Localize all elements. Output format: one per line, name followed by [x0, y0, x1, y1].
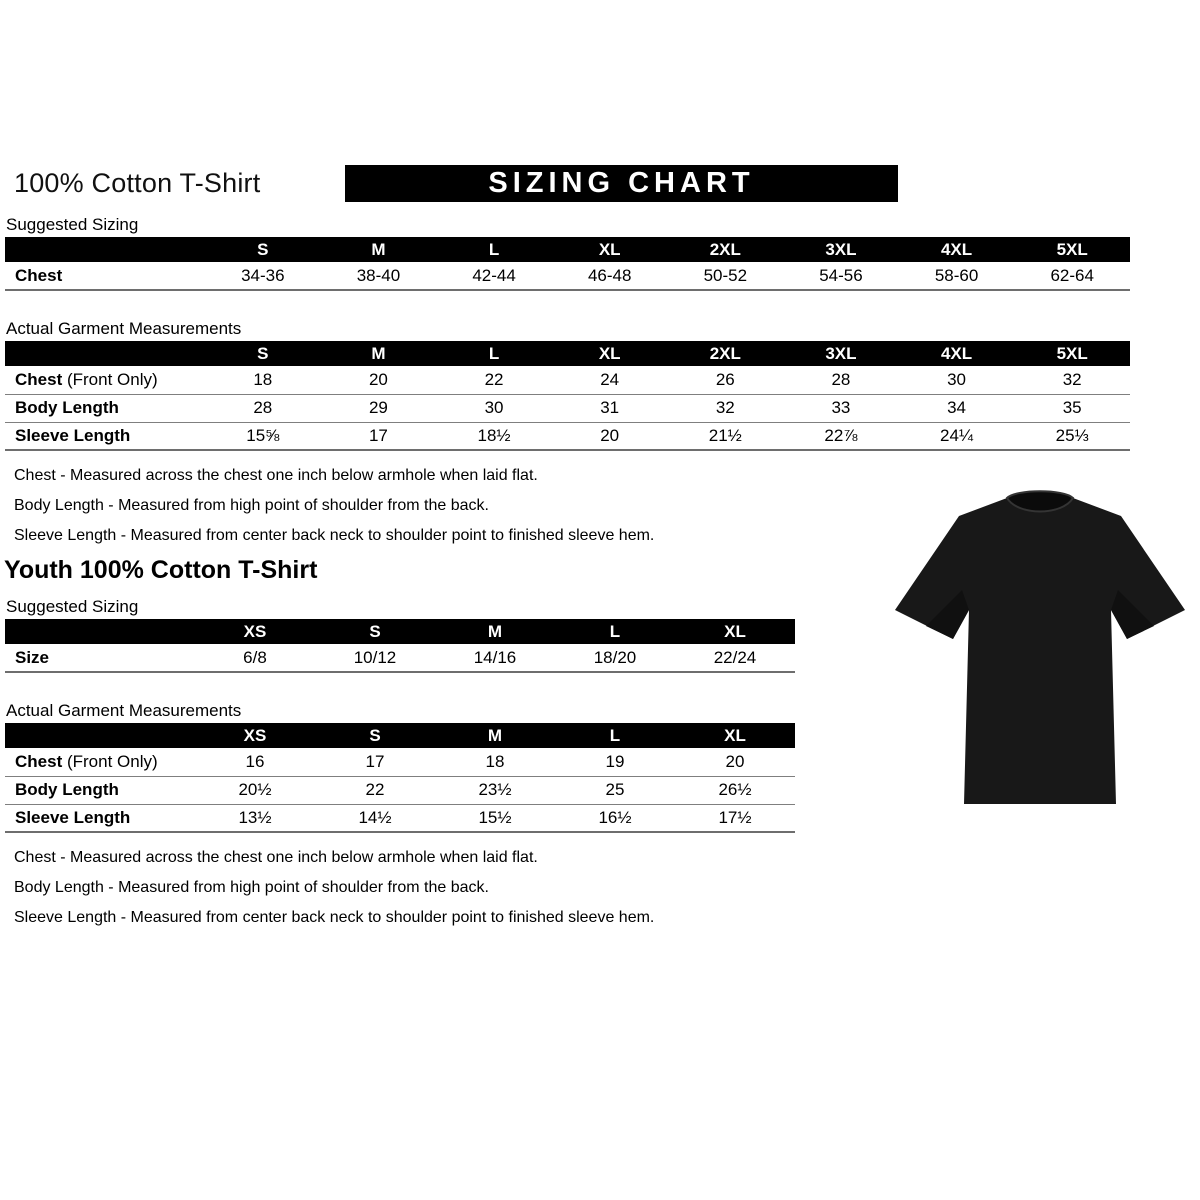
measurement-value: 58-60	[899, 262, 1015, 290]
adult-suggested-sizing-table	[5, 237, 1130, 291]
size-header-row	[5, 619, 795, 644]
measurement-value: 16	[195, 748, 315, 776]
measurement-value: 20½	[195, 776, 315, 804]
measurement-value: 38-40	[321, 262, 437, 290]
measurement-value: 32	[1014, 366, 1130, 394]
youth-suggested-sizing-label: Suggested Sizing	[6, 597, 139, 616]
row-label: Size	[5, 644, 195, 672]
size-column-header: M	[435, 723, 555, 748]
size-column-header: XL	[675, 723, 795, 748]
measurement-row	[5, 366, 1130, 394]
size-column-header: 3XL	[783, 237, 899, 262]
measurement-value: 15½	[435, 804, 555, 832]
measurement-value: 22⅞	[783, 422, 899, 450]
measurement-value: 17	[315, 748, 435, 776]
measurement-value: 28	[205, 394, 321, 422]
measurement-value: 24	[552, 366, 668, 394]
measurement-value: 30	[436, 394, 552, 422]
sizing-chart-banner: SIZING CHART	[345, 165, 898, 202]
measurement-value: 54-56	[783, 262, 899, 290]
row-label: Chest (Front Only)	[5, 748, 195, 776]
youth-actual-measurements-table	[5, 723, 795, 833]
measurement-row	[5, 422, 1130, 450]
measurement-value: 26	[668, 366, 784, 394]
measurement-value: 26½	[675, 776, 795, 804]
row-label: Chest (Front Only)	[5, 366, 205, 394]
size-column-header: 3XL	[783, 341, 899, 366]
measurement-row	[5, 804, 795, 832]
adult-actual-measurements-table	[5, 341, 1130, 451]
size-header-row	[5, 237, 1130, 262]
size-column-header: 5XL	[1014, 237, 1130, 262]
note-body-length: Body Length - Measured from high point of shoulder from the back.	[14, 497, 489, 514]
size-column-header: XL	[552, 341, 668, 366]
size-column-header: 4XL	[899, 341, 1015, 366]
youth-suggested-sizing-table	[5, 619, 795, 673]
measurement-value: 20	[321, 366, 437, 394]
measurement-value: 46-48	[552, 262, 668, 290]
size-column-header: L	[555, 723, 675, 748]
header-corner-cell	[5, 237, 205, 262]
measurement-row	[5, 644, 795, 672]
header	[14, 163, 1200, 203]
measurement-value: 13½	[195, 804, 315, 832]
size-column-header: 2XL	[668, 341, 784, 366]
size-column-header: S	[315, 619, 435, 644]
size-column-header: S	[205, 237, 321, 262]
measurement-value: 42-44	[436, 262, 552, 290]
measurement-value: 16½	[555, 804, 675, 832]
row-label: Chest	[5, 262, 205, 290]
measurement-value: 18	[205, 366, 321, 394]
size-column-header: XL	[552, 237, 668, 262]
tshirt-body	[895, 498, 1185, 804]
measurement-value: 35	[1014, 394, 1130, 422]
measurement-value: 30	[899, 366, 1015, 394]
note-sleeve-length: Sleeve Length - Measured from center back neck to shoulder point to finished sleeve hem.	[14, 527, 655, 544]
row-label: Body Length	[5, 776, 195, 804]
size-column-header: L	[555, 619, 675, 644]
measurement-value: 17	[321, 422, 437, 450]
measurement-value: 24¼	[899, 422, 1015, 450]
measurement-value: 25	[555, 776, 675, 804]
size-column-header: 4XL	[899, 237, 1015, 262]
adult-suggested-sizing-label: Suggested Sizing	[6, 215, 139, 234]
measurement-value: 22	[436, 366, 552, 394]
header-corner-cell	[5, 723, 195, 748]
measurement-value: 6/8	[195, 644, 315, 672]
measurement-value: 18½	[436, 422, 552, 450]
size-header-row	[5, 341, 1130, 366]
measurement-value: 18/20	[555, 644, 675, 672]
header-corner-cell	[5, 341, 205, 366]
measurement-value: 18	[435, 748, 555, 776]
youth-measurement-notes	[14, 848, 1200, 928]
size-column-header: M	[435, 619, 555, 644]
measurement-value: 23½	[435, 776, 555, 804]
measurement-value: 10/12	[315, 644, 435, 672]
size-column-header: 2XL	[668, 237, 784, 262]
measurement-value: 31	[552, 394, 668, 422]
measurement-value: 20	[552, 422, 668, 450]
measurement-value: 14/16	[435, 644, 555, 672]
adult-actual-measurements-label: Actual Garment Measurements	[6, 319, 242, 338]
measurement-row	[5, 394, 1130, 422]
measurement-value: 34	[899, 394, 1015, 422]
page-title: 100% Cotton T-Shirt	[14, 167, 261, 198]
note-sleeve-length: Sleeve Length - Measured from center back neck to shoulder point to finished sleeve hem.	[14, 909, 655, 926]
measurement-value: 19	[555, 748, 675, 776]
size-column-header: XS	[195, 619, 315, 644]
measurement-row	[5, 262, 1130, 290]
size-column-header: XL	[675, 619, 795, 644]
size-column-header: XS	[195, 723, 315, 748]
header-corner-cell	[5, 619, 195, 644]
tshirt-graphic	[890, 472, 1190, 817]
measurement-value: 32	[668, 394, 784, 422]
measurement-value: 50-52	[668, 262, 784, 290]
measurement-value: 25⅓	[1014, 422, 1130, 450]
measurement-value: 15⅝	[205, 422, 321, 450]
measurement-value: 14½	[315, 804, 435, 832]
youth-actual-measurements-label: Actual Garment Measurements	[6, 701, 242, 720]
size-column-header: 5XL	[1014, 341, 1130, 366]
measurement-value: 22/24	[675, 644, 795, 672]
youth-section-title: Youth 100% Cotton T-Shirt	[4, 556, 318, 584]
size-column-header: M	[321, 237, 437, 262]
size-column-header: S	[205, 341, 321, 366]
size-header-row	[5, 723, 795, 748]
note-chest: Chest - Measured across the chest one inch below armhole when laid flat.	[14, 849, 538, 866]
row-label: Sleeve Length	[5, 804, 195, 832]
measurement-value: 21½	[668, 422, 784, 450]
measurement-row	[5, 748, 795, 776]
tshirt-product-image	[890, 472, 1190, 817]
note-chest: Chest - Measured across the chest one inch below armhole when laid flat.	[14, 467, 538, 484]
size-column-header: M	[321, 341, 437, 366]
size-column-header: L	[436, 341, 552, 366]
size-column-header: L	[436, 237, 552, 262]
measurement-value: 34-36	[205, 262, 321, 290]
note-body-length: Body Length - Measured from high point of shoulder from the back.	[14, 879, 489, 896]
measurement-value: 29	[321, 394, 437, 422]
measurement-value: 17½	[675, 804, 795, 832]
measurement-value: 62-64	[1014, 262, 1130, 290]
measurement-row	[5, 776, 795, 804]
measurement-value: 20	[675, 748, 795, 776]
measurement-value: 22	[315, 776, 435, 804]
row-label: Body Length	[5, 394, 205, 422]
measurement-value: 33	[783, 394, 899, 422]
size-column-header: S	[315, 723, 435, 748]
measurement-value: 28	[783, 366, 899, 394]
row-label: Sleeve Length	[5, 422, 205, 450]
